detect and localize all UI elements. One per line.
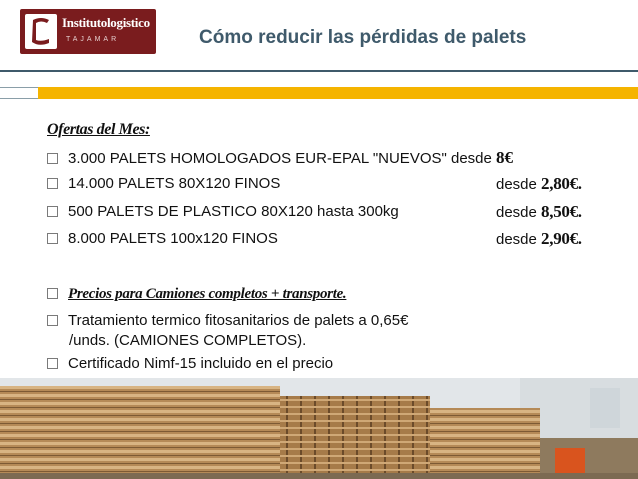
bullet-square-icon (47, 288, 58, 299)
offer-price: 8,50€. (541, 202, 582, 221)
offer-price-prefix: desde (496, 176, 537, 193)
bullet-square-icon (47, 233, 58, 244)
offer-price: 2,90€. (541, 229, 582, 248)
offer-price-block (496, 202, 582, 222)
treatment-text-line1: Tratamiento termico fitosanitarios de palets a 0,65€ (68, 312, 409, 329)
logo-name: Institutologistico (62, 15, 150, 30)
accent-band (0, 87, 638, 99)
offer-label: 500 PALETS DE PLASTICO 80X120 hasta 300kg (68, 203, 399, 220)
logo-subtitle: TAJAMAR (66, 36, 120, 43)
company-logo (20, 9, 156, 54)
offer-price-prefix: desde (496, 204, 537, 221)
offer-price: 2,80€. (541, 174, 582, 193)
offer-price-prefix: desde (496, 231, 537, 248)
offer-label: 3.000 PALETS HOMOLOGADOS EUR-EPAL "NUEVOS" desde (68, 150, 492, 167)
offer-label: 14.000 PALETS 80X120 FINOS (68, 175, 281, 192)
offer-label: 8.000 PALETS 100x120 FINOS (68, 230, 278, 247)
offer-item (47, 148, 513, 168)
offer-item (47, 203, 399, 220)
accent-outline (0, 87, 39, 99)
bullet-square-icon (47, 178, 58, 189)
slide-title: Cómo reducir las pérdidas de palets (199, 27, 527, 48)
bullet-square-icon (47, 206, 58, 217)
header-divider (0, 70, 638, 72)
certificate-text: Certificado Nimf-15 incluido en el precio (68, 355, 334, 372)
offer-price-block (496, 229, 582, 249)
offer-price: 8€ (496, 148, 514, 167)
transport-text: Precios para Camiones completos + transporte. (68, 286, 347, 302)
bullet-square-icon (47, 315, 58, 326)
offer-item (47, 175, 280, 192)
treatment-note (47, 312, 408, 329)
offer-item (47, 230, 278, 247)
accent-bar (38, 87, 638, 99)
logo-emblem-icon (25, 14, 57, 49)
pallet-yard-photo (0, 378, 638, 479)
offer-price-block (496, 174, 582, 194)
treatment-text-line2: /unds. (CAMIONES COMPLETOS). (69, 332, 307, 349)
bullet-square-icon (47, 153, 58, 164)
offers-heading: Ofertas del Mes: (47, 121, 150, 138)
transport-note (47, 285, 346, 303)
bullet-square-icon (47, 358, 58, 369)
certificate-note (47, 355, 333, 372)
